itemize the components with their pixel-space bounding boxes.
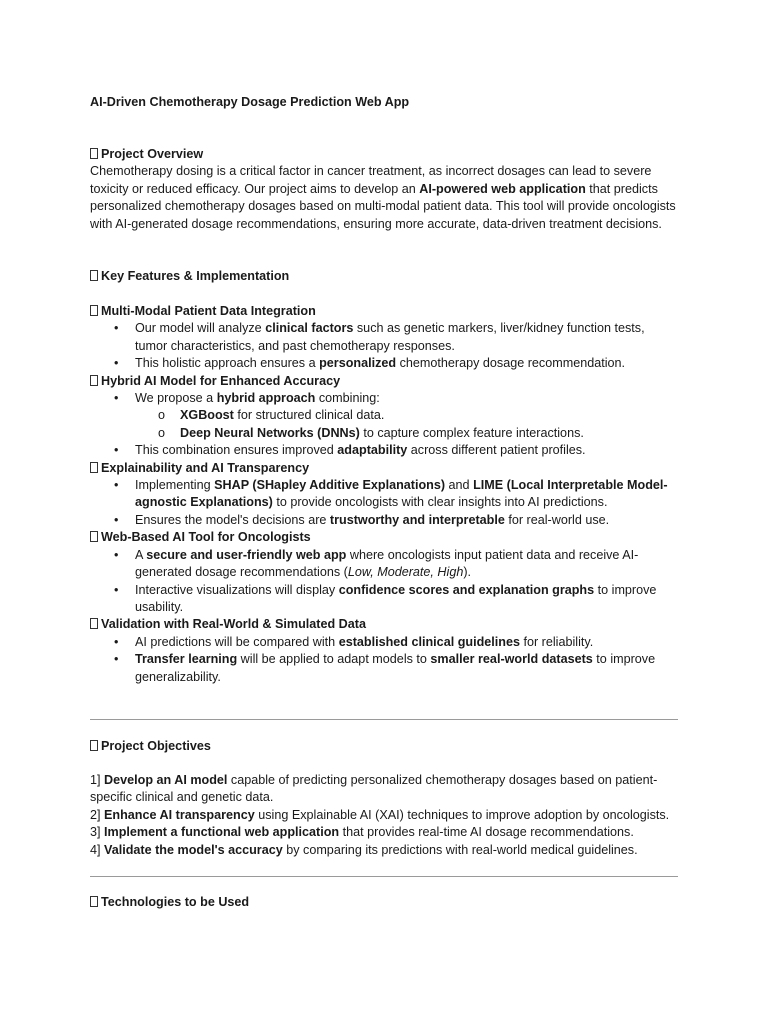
list-item: • This combination ensures improved adaptability across different patient profiles.: [90, 442, 680, 459]
list-item: • Interactive visualizations will display confidence scores and explanation graphs to improve usability.: [90, 582, 680, 617]
missing-glyph-icon: [90, 618, 98, 629]
objective-item: 1] Develop an AI model capable of predicting personalized chemotherapy dosages based on patient-specific clinical and genetic data.: [90, 773, 658, 805]
objective-item: 4] Validate the model's accuracy by comparing its predictions with real-world medical guidelines.: [90, 842, 638, 857]
list-item: • This holistic approach ensures a personalized chemotherapy dosage recommendation.: [90, 355, 680, 372]
feature-3-bullets: [90, 477, 680, 529]
missing-glyph-icon: [90, 148, 98, 159]
objective-item: 3] Implement a functional web application that provides real-time AI dosage recommendations.: [90, 825, 634, 840]
overview-heading: Project Overview: [90, 146, 680, 163]
missing-glyph-icon: [90, 896, 98, 907]
feature-5-bullets: [90, 634, 680, 686]
list-item: • Ensures the model's decisions are trustworthy and interpretable for real-world use.: [90, 512, 680, 529]
list-item: • Implementing SHAP (SHapley Additive Explanations) and LIME (Local Interpretable Model-agnostic Explanations) to provide oncologists with clear insights into AI predictions.: [90, 477, 680, 512]
list-item: • Our model will analyze clinical factors such as genetic markers, liver/kidney function tests, tumor characteristics, and past chemotherapy responses.: [90, 320, 680, 355]
technologies-heading: Technologies to be Used: [90, 894, 680, 911]
objectives-list: [90, 772, 680, 859]
features-heading-block: [90, 268, 680, 285]
overview-paragraph: Chemotherapy dosing is a critical factor in cancer treatment, as incorrect dosages can lead to severe toxicity or reduced efficacy. Our project aims to develop an AI-powered web application that predicts personalized chemotherapy dosages based on multi-modal patient data. This tool will provide oncologists with AI-generated dosage recommendations, ensuring more accurate, data-driven treatment decisions.: [90, 164, 676, 231]
list-item: • We propose a hybrid approach combining:: [90, 390, 680, 407]
features-heading: Key Features & Implementation: [90, 268, 680, 285]
objectives-heading: Project Objectives: [90, 738, 680, 755]
feature-heading-5: Validation with Real-World & Simulated Data: [90, 616, 680, 633]
sub-list-item: o Deep Neural Networks (DNNs) to capture complex feature interactions.: [90, 425, 680, 442]
missing-glyph-icon: [90, 270, 98, 281]
list-item: • A secure and user-friendly web app where oncologists input patient data and receive AI-generated dosage recommendations (Low, Moderate, High).: [90, 547, 680, 582]
feature-1-bullets: [90, 320, 680, 372]
feature-2-bullets: [90, 390, 680, 460]
technologies-heading-block: [90, 894, 680, 911]
missing-glyph-icon: [90, 305, 98, 316]
document-title: AI-Driven Chemotherapy Dosage Prediction Web App: [90, 95, 410, 109]
sub-list-item: o XGBoost for structured clinical data.: [90, 407, 680, 424]
feature-4-bullets: [90, 547, 680, 617]
missing-glyph-icon: [90, 462, 98, 473]
horizontal-rule: [90, 876, 678, 877]
missing-glyph-icon: [90, 531, 98, 542]
horizontal-rule: [90, 719, 678, 720]
missing-glyph-icon: [90, 740, 98, 751]
objectives-heading-block: [90, 738, 680, 755]
missing-glyph-icon: [90, 375, 98, 386]
feature-heading-1: Multi-Modal Patient Data Integration: [90, 303, 680, 320]
list-item: • Transfer learning will be applied to adapt models to smaller real-world datasets to improve generalizability.: [90, 651, 680, 686]
features-list: [90, 303, 680, 686]
feature-heading-4: Web-Based AI Tool for Oncologists: [90, 529, 680, 546]
list-item: • AI predictions will be compared with established clinical guidelines for reliability.: [90, 634, 680, 651]
feature-heading-2: Hybrid AI Model for Enhanced Accuracy: [90, 373, 680, 390]
feature-heading-3: Explainability and AI Transparency: [90, 460, 680, 477]
overview-section: [90, 146, 680, 233]
objective-item: 2] Enhance AI transparency using Explainable AI (XAI) techniques to improve adoption by oncologists.: [90, 807, 670, 822]
